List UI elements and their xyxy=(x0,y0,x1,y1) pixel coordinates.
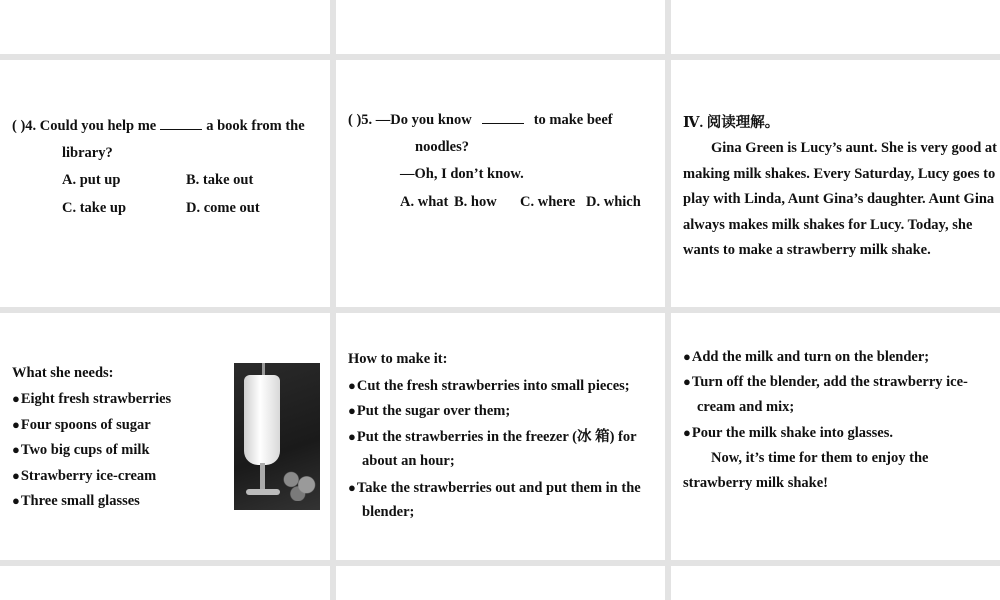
option-b[interactable]: B. take out xyxy=(186,172,254,188)
bullet-icon: ● xyxy=(12,442,20,457)
section-heading: Ⅳ. 阅读理解。 xyxy=(683,115,780,131)
question-5-stem-cont: noodles? xyxy=(415,139,469,155)
step-item xyxy=(348,373,630,400)
answer-paren[interactable]: ( ) xyxy=(12,118,26,134)
step-text: Add the milk and turn on the blender; xyxy=(691,349,930,365)
passage-line: always makes milk shakes for Lucy. Today, she xyxy=(683,217,973,233)
option-d[interactable]: D. come out xyxy=(186,200,260,216)
cell-top-right xyxy=(671,0,1000,54)
question-number: 5. xyxy=(361,112,373,128)
step-item xyxy=(683,344,929,371)
glass-shape xyxy=(244,375,280,465)
strawberries-shape xyxy=(278,465,320,501)
question-4-stem xyxy=(12,113,305,139)
stem-text: Could you help me xyxy=(39,118,157,134)
bullet-icon: ● xyxy=(348,403,356,418)
ingredient-text: Strawberry ice-cream xyxy=(20,468,157,484)
steps-title: How to make it: xyxy=(348,351,448,367)
ingredient-item xyxy=(12,488,140,515)
question-5-stem xyxy=(348,107,613,133)
ingredient-text: Four spoons of sugar xyxy=(20,417,151,433)
step-item xyxy=(348,424,637,451)
bullet-icon: ● xyxy=(12,391,20,406)
step-item xyxy=(348,475,641,502)
bullet-icon: ● xyxy=(348,429,356,444)
ingredients-cell xyxy=(0,313,330,560)
bullet-icon: ● xyxy=(348,378,356,393)
bullet-icon: ● xyxy=(12,493,20,508)
cell-bottom-right xyxy=(671,566,1000,600)
option-d[interactable]: D. which xyxy=(586,194,641,210)
step-text: Cut the fresh strawberries into small pieces; xyxy=(356,378,630,394)
reading-intro-cell xyxy=(671,60,1000,307)
ingredient-text: Three small glasses xyxy=(20,493,140,509)
cell-bottom-left xyxy=(0,566,330,600)
step-item xyxy=(348,398,510,425)
ingredient-item xyxy=(12,437,150,464)
closing-line: strawberry milk shake! xyxy=(683,475,828,491)
step-text: Take the strawberries out and put them in the xyxy=(356,480,641,496)
passage-line: Gina Green is Lucy’s aunt. She is very good at xyxy=(711,140,997,156)
step-text: Put the strawberries in the freezer (冰 箱) for xyxy=(356,429,637,445)
passage-line: wants to make a strawberry milk shake. xyxy=(683,242,931,258)
bullet-icon: ● xyxy=(12,468,20,483)
answer-blank xyxy=(160,117,202,130)
steps-cont-cell xyxy=(671,313,1000,560)
option-a[interactable]: A. what xyxy=(400,194,449,210)
ingredient-item xyxy=(12,412,151,439)
question-5-reply: —Oh, I don’t know. xyxy=(400,166,524,182)
step-text-cont: blender; xyxy=(362,504,415,520)
passage-line: making milk shakes. Every Saturday, Lucy goes to xyxy=(683,166,996,182)
closing-line: Now, it’s time for them to enjoy the xyxy=(711,450,929,466)
ingredients-title: What she needs: xyxy=(12,365,114,381)
bullet-icon: ● xyxy=(683,425,691,440)
answer-paren[interactable]: ( ) xyxy=(348,112,362,128)
step-text-cont: about an hour; xyxy=(362,453,455,469)
step-item xyxy=(683,369,968,396)
cell-top-left xyxy=(0,0,330,54)
step-text-cont: cream and mix; xyxy=(697,399,795,415)
steps-cell xyxy=(336,313,665,560)
bullet-icon: ● xyxy=(683,349,691,364)
option-c[interactable]: C. take up xyxy=(62,200,127,216)
glass-base-shape xyxy=(246,489,280,495)
step-text: Turn off the blender, add the strawberry ice- xyxy=(691,374,968,390)
stem-text: to make beef xyxy=(533,112,613,128)
step-item xyxy=(683,420,893,447)
question-5-cell xyxy=(336,60,665,307)
option-c[interactable]: C. where xyxy=(520,194,576,210)
passage-line: play with Linda, Aunt Gina’s daughter. Aunt Gina xyxy=(683,191,995,207)
question-4-stem-cont: library? xyxy=(62,145,113,161)
question-number: 4. xyxy=(25,118,37,134)
cell-top-middle xyxy=(336,0,665,54)
glass-stem-shape xyxy=(260,463,265,491)
question-4-cell xyxy=(0,60,330,307)
ingredient-text: Eight fresh strawberries xyxy=(20,391,172,407)
step-text: Pour the milk shake into glasses. xyxy=(691,425,894,441)
answer-blank xyxy=(482,111,524,124)
bullet-icon: ● xyxy=(683,374,691,389)
step-text: Put the sugar over them; xyxy=(356,403,511,419)
option-b[interactable]: B. how xyxy=(454,194,497,210)
ingredient-item xyxy=(12,386,171,413)
bullet-icon: ● xyxy=(348,480,356,495)
stem-text: —Do you know xyxy=(375,112,472,128)
option-a[interactable]: A. put up xyxy=(62,172,121,188)
ingredient-item xyxy=(12,463,156,490)
bullet-icon: ● xyxy=(12,417,20,432)
ingredient-text: Two big cups of milk xyxy=(20,442,150,458)
cell-bottom-middle xyxy=(336,566,665,600)
stem-text: a book from the xyxy=(206,118,305,134)
milk-shake-photo xyxy=(234,363,320,510)
